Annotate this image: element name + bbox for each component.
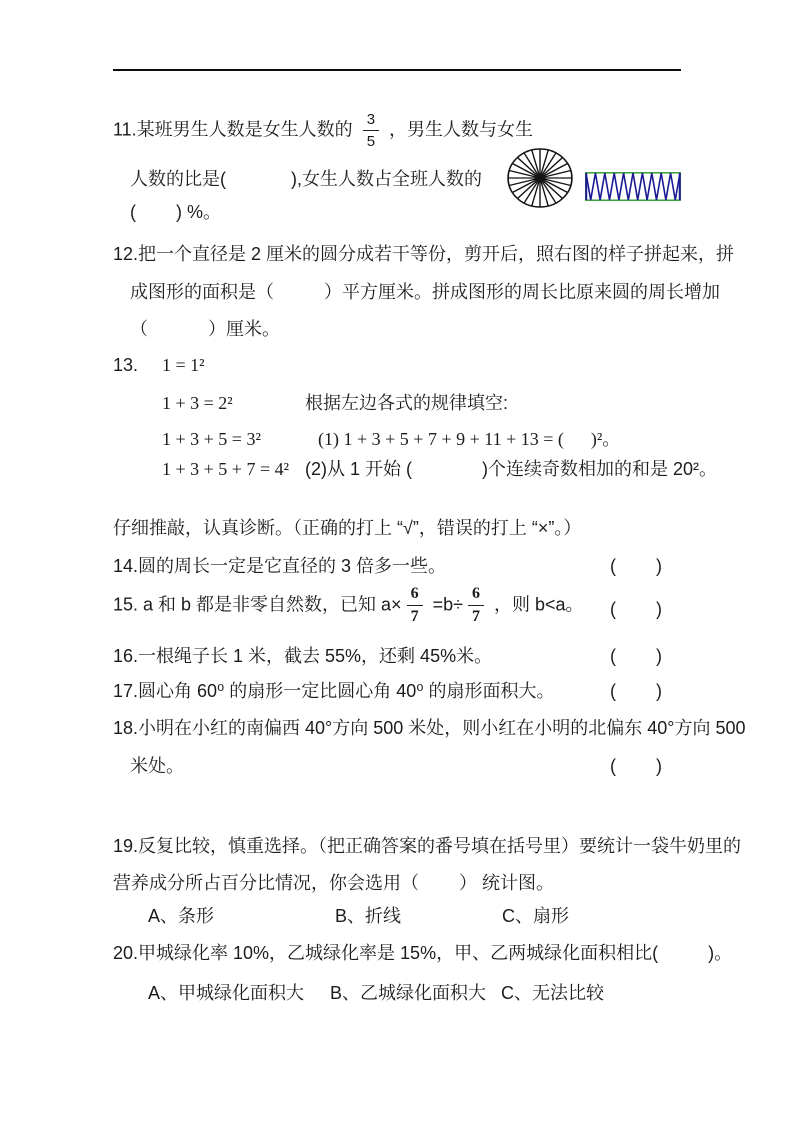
question-19-text: 19.反复比较，慎重选择。（把正确答案的番号填在括号里）要统计一袋牛奶里的 — [113, 836, 742, 856]
question-13-equation-4: 1 + 3 + 5 + 7 = 4² — [162, 459, 290, 479]
question-18-line-2-text: 米处。 — [130, 756, 184, 776]
question-13-subquestion-1: (1) 1 + 3 + 5 + 7 + 9 + 11 + 13 = ( )²。 — [318, 429, 621, 449]
question-16-text: 16.一根绳子长 1 米，截去 55%，还剩 45%米。 — [113, 646, 493, 666]
question-11-text-pre: 11.某班男生人数是女生人数的 — [113, 119, 358, 140]
question-12-line-2-text: 成图形的面积是（ ）平方厘米。拼成图形的周长比原来圆的周长增加 — [130, 282, 721, 302]
question-17-text: 17.圆心角 60⁰ 的扇形一定比圆心角 40⁰ 的扇形面积大。 — [113, 681, 555, 701]
fraction-six-sevenths — [407, 586, 423, 625]
option-a: A、条形 — [148, 906, 215, 926]
option-c: C、扇形 — [502, 906, 569, 926]
question-13-equation-1: 1 = 1² — [162, 355, 205, 375]
option-a: A、甲城绿化面积大 — [148, 983, 305, 1003]
question-15-text-mid: =b÷ — [427, 594, 463, 615]
option-c: C、无法比较 — [501, 983, 604, 1003]
denominator: 5 — [366, 133, 376, 150]
question-19-line-2-text: 营养成分所占百分比情况，你会选用（ ） 统计图。 — [113, 873, 555, 893]
section-header-text: 仔细推敲，认真诊断。（正确的打上 “√”，错误的打上 “×”。） — [113, 518, 582, 538]
option-b: B、折线 — [335, 906, 402, 926]
question-12-text: 12.把一个直径是 2 厘米的圆分成若干等份，剪开后，照右图的样子拼起来，拼 — [113, 244, 735, 264]
fraction-three-fifths — [363, 112, 379, 149]
numerator: 6 — [468, 586, 484, 606]
question-15-answer-blank: ( ) — [610, 599, 662, 619]
zigzag-rectangle-figure — [585, 172, 681, 201]
question-14-text: 14.圆的周长一定是它直径的 3 倍多一些。 — [113, 556, 447, 576]
question-11-text-post: ，男生人数与女生 — [384, 119, 534, 140]
question-13-equation-2: 1 + 3 = 2² — [162, 393, 233, 413]
question-12-answer-blank: （ ）厘米。 — [130, 319, 281, 339]
question-13-hint: 根据左边各式的规律填空: — [305, 393, 508, 413]
question-18-answer-blank: ( ) — [610, 756, 662, 776]
question-15-text-pre: 15. a 和 b 都是非零自然数，已知 a× — [113, 594, 402, 615]
denominator: 7 — [410, 608, 419, 625]
question-17-answer-blank: ( ) — [610, 681, 662, 701]
zigzag-line — [586, 173, 680, 200]
circle-sectors-figure — [507, 148, 573, 208]
question-13-equation-3: 1 + 3 + 5 = 3² — [162, 429, 261, 449]
question-11-answer-blank: ( ) %。 — [130, 202, 222, 222]
question-13-number: 13. — [113, 355, 139, 375]
question-11-line-2-text: 人数的比是( ),女生人数占全班人数的 — [130, 169, 483, 189]
option-b: B、乙城绿化面积大 — [330, 983, 487, 1003]
numerator: 3 — [363, 112, 379, 131]
question-20-text: 20.甲城绿化率 10%，乙城绿化率是 15%，甲、乙两城绿化面积相比( )。 — [113, 943, 733, 963]
question-14-answer-blank: ( ) — [610, 556, 662, 576]
circle-spokes — [508, 149, 572, 207]
question-15-text-post: ，则 b<a。 — [488, 594, 584, 615]
question-13-subquestion-2: (2)从 1 开始 ( )个连续奇数相加的和是 20²。 — [305, 459, 718, 479]
fraction-six-sevenths — [468, 586, 484, 625]
numerator: 6 — [407, 586, 423, 606]
question-18-text: 18.小明在小红的南偏西 40°方向 500 米处，则小红在小明的北偏东 40°方向 500 — [113, 718, 746, 738]
denominator: 7 — [471, 608, 480, 625]
question-16-answer-blank: ( ) — [610, 646, 662, 666]
header-rule — [113, 69, 681, 71]
